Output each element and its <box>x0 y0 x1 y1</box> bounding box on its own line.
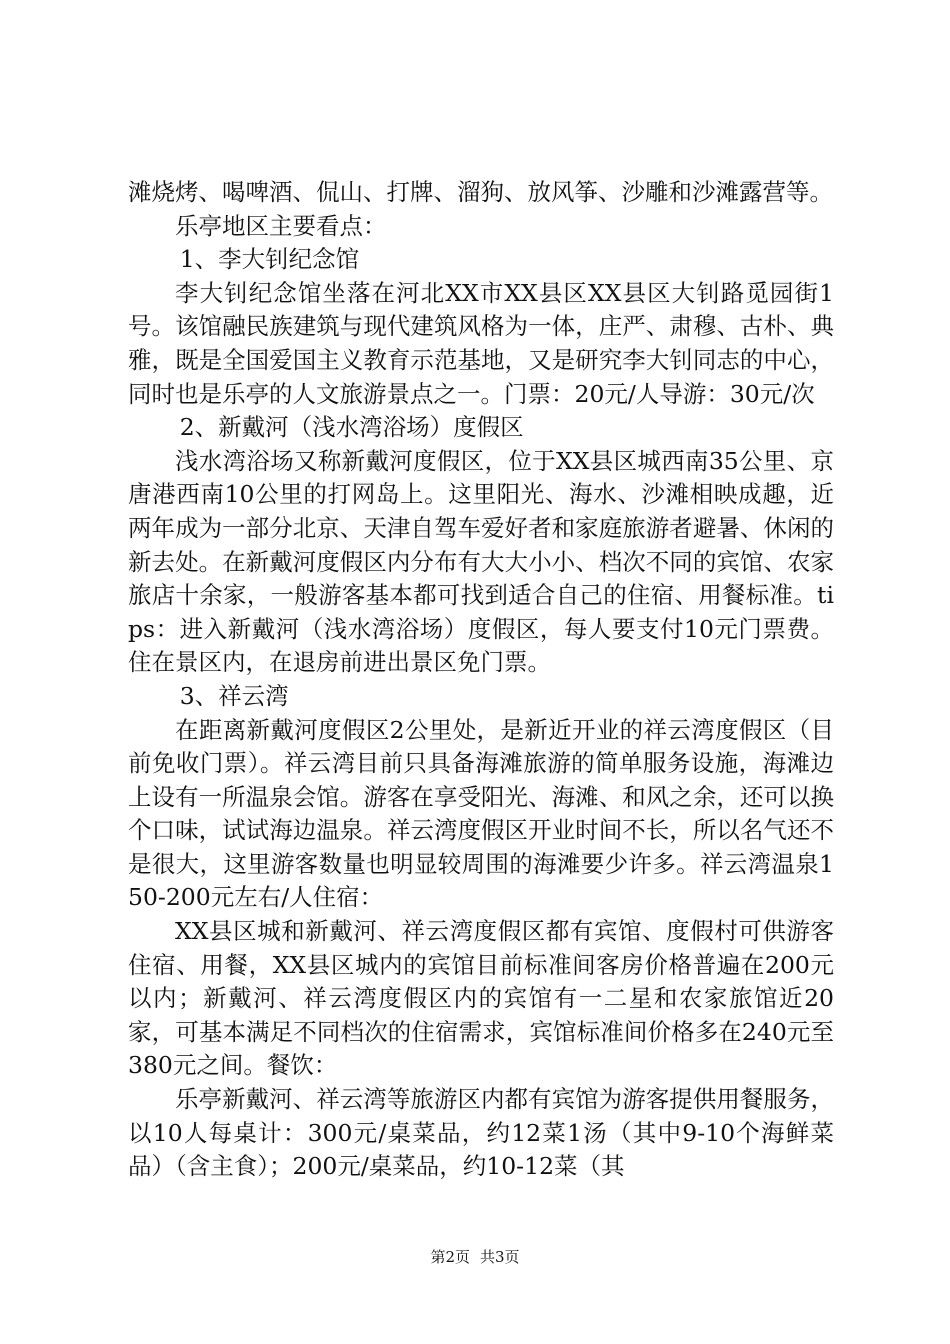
document-body <box>128 176 834 1184</box>
page-total: 共3页 <box>480 1248 520 1266</box>
section-heading-1: 1、李大钊纪念馆 <box>179 245 360 274</box>
section-heading-2: 2、新戴河（浅水湾浴场）度假区 <box>179 413 524 442</box>
paragraph-3: 李大钊纪念馆坐落在河北XX市XX县区XX县区大钊路觅园街1号。该馆融民族建筑与现代建筑风格为一体，庄严、肃穆、古朴、典雅，既是全国爱国主义教育示范基地，又是研究李大钊同志的中心，同时也是乐亭的人文旅游景点之一。门票：20元/人导游：30元/次 <box>128 278 834 408</box>
paragraph-4: 浅水湾浴场又称新戴河度假区，位于XX县区城西南35公里、京唐港西南10公里的打网岛上。这里阳光、海水、沙滩相映成趣，近两年成为一部分北京、天津自驾车爱好者和家庭旅游者避暑、休闲的新去处。在新戴河度假区内分布有大大小小、档次不同的宾馆、农家旅店十余家，一般游客基本都可找到适合自己的住宿、用餐标准。tips：进入新戴河（浅水湾浴场）度假区，每人要支付10元门票费。住在景区内，在退房前进出景区免门票。 <box>128 446 834 677</box>
paragraph-7: 乐亭新戴河、祥云湾等旅游区内都有宾馆为游客提供用餐服务，以10人每桌计：300元/桌菜品，约12菜1汤（其中9-10个海鲜菜品）（含主食）；200元/桌菜品，约10-12菜（其 <box>128 1085 834 1181</box>
paragraph-1: 滩烧烤、喝啤酒、侃山、打牌、溜狗、放风筝、沙雕和沙滩露营等。 <box>128 178 833 206</box>
paragraph-6: XX县区城和新戴河、祥云湾度假区都有宾馆、度假村可供游客住宿、用餐，XX县区城内的宾馆目前标准间客房价格普遍在200元以内；新戴河、祥云湾度假区内的宾馆有一二星和农家旅馆近20家，可基本满足不同档次的住宿需求，宾馆标准间价格多在240元至380元之间。餐饮： <box>128 917 834 1080</box>
page-footer <box>0 1246 950 1267</box>
section-heading-3: 3、祥云湾 <box>179 681 289 710</box>
paragraph-2: 乐亭地区主要看点： <box>175 211 387 240</box>
page-number: 第2页 <box>430 1248 470 1266</box>
paragraph-5: 在距离新戴河度假区2公里处，是新近开业的祥云湾度假区（目前免收门票）。祥云湾目前只具备海滩旅游的简单服务设施，海滩边上设有一所温泉会馆。游客在享受阳光、海滩、和风之余，还可以换个口味，试试海边温泉。祥云湾度假区开业时间不长，所以名气还不是很大，这里游客数量也明显较周围的海滩要少许多。祥云湾温泉150-200元左右/人住宿： <box>128 715 834 912</box>
